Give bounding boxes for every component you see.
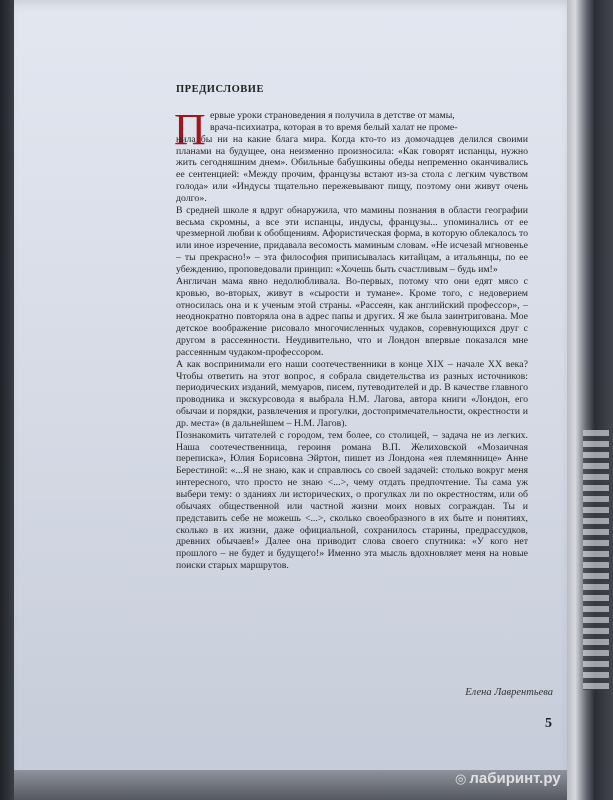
paragraph-line-1: ервые уроки страноведения я получила в детстве от мамы,	[210, 110, 455, 121]
paragraph-1: нила бы ни на какие блага мира. Когда кто-то из домочадцев делился своими планами на будущее, она неизменно произносила: «Как говорят испанцы, нужно жить сегодняшним днем». Обильные бабушкины обеды непременно оканчивались ее сентенцией: «Между прочим, французы встают из-за стола с легким чувством голода» или «Индусы тщательно пережевывают пищу, поэтому они живут очень долго».	[176, 133, 528, 204]
page-number: 5	[545, 716, 552, 731]
paragraph-line-2: врача-психиатра, которая в то время белый халат не проме-	[210, 121, 458, 133]
labyrinth-logo-icon: ◎	[455, 771, 467, 786]
background-photo-edge	[583, 430, 609, 690]
drop-cap: П	[174, 105, 206, 154]
author-signature: Елена Лаврентьева	[465, 687, 553, 698]
paragraph-2: В средней школе я вдруг обнаружила, что мамины познания в области географии весьма скромны, а все эти испанцы, индусы, французы... упоминались от ее чрезмерной любви к обобщениям. Афористическая форма, в которую облекалось то или иное изречение, придавала весомость маминым словам. «Не исчезай мгновенье – ты прекрасно!» – эта философия приписывалась китайцам, а итальянцы, по ее убеждению, проповедовали принцип: «Хочешь быть счастливым – будь им!»	[176, 204, 528, 275]
paragraph-4: А как воспринимали его наши соотечественники в конце XIX – начале XX века? Чтобы ответить на этот вопрос, я собрала свидетельства из разных источников: периодических изданий, мемуаров, писем, путеводителей и др. В качестве главного проводника и экскурсовода я выбрала Н.М. Лагова, автора книги «Лондон, его обычаи и порядки, развлечения и прогулки, достопримечательности, окрестности и др. места» (в дальнейшем – Н.М. Лагов).	[176, 358, 528, 429]
watermark-text: лабиринт.ру	[469, 770, 561, 787]
paragraph-5: Познакомить читателей с городом, тем более, со столицей, – задача не из легких. Наша соотечественница, героиня романа В.П. Желиховской «Мозаичная переписка», Юлия Борисовна Эйртон, пишет из Лондона «ея племяннице» Анне Берестиной: «...Я не знаю, как и справлюсь со своей задачей: столько вокруг меня интересного, что просто не знаю <...>, чему отдать предпочтение. Ты сама уж выбери тему: о зданиях ли исторических, о прогулках ли по окрестностям, или об обычаях общественной или частной жизни моих новых сограждан. Ты и представить себе не можешь <...>, сколько своеобразного в их быте и понятиях, сколько в их жизни, даже официальной, сохранилось старины, предрассудков, древних обычаев!» Далее она приводит слова своего спутника: «У кого нет прошлого – не будет и будущего!» Именно эта мысль вдохновляет меня на новые поиски старых маршрутов.	[176, 429, 528, 572]
book-spine-shadow	[0, 0, 14, 800]
watermark	[455, 770, 561, 787]
section-heading: ПРЕДИСЛОВИЕ	[176, 84, 264, 95]
paragraph-3: Англичан мама явно недолюбливала. Во-первых, потому что они едят мясо с кровью, во-вторых, живут в «сырости и тумане». Кроме того, с недоверием относилась она и к ученым этой страны. «Рассеян, как английский профессор», – неоднократно повторяла она в адрес папы и других. Я же была заинтригована. Мое детское воображение рисовало многочисленных чудаков, соревнующихся друг с другом в рассеянности. Неудивительно, что и Лондон впервые показался мне рассеянным чудаком-профессором.	[176, 275, 528, 358]
body-text	[174, 105, 528, 572]
